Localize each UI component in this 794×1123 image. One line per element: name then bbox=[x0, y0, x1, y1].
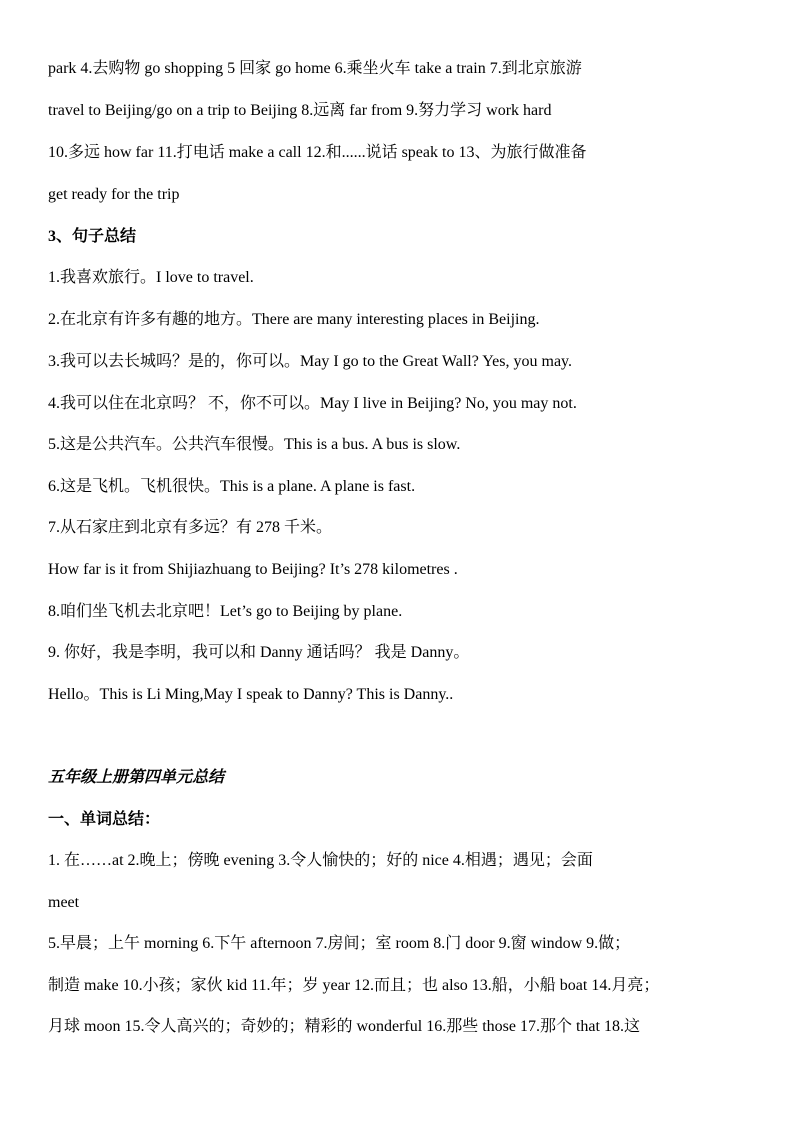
sentence-7-chinese: 7.从石家庄到北京有多远？有 278 千米。 bbox=[48, 519, 333, 536]
sentence-3: 3.我可以去长城吗？是的，你可以。May I go to the Great Wall? Yes, you may. bbox=[48, 353, 573, 370]
sentence-1: 1.我喜欢旅行。I love to travel. bbox=[48, 269, 254, 286]
word-line-4: 制造 make 10.小孩；家伙 kid 11.年；岁 year 12.而且；也 also 13.船，小船 boat 14.月亮； bbox=[48, 977, 660, 994]
word-line-1: 1. 在……at 2.晚上；傍晚 evening 3.令人愉快的；好的 nice 4.相遇；遇见；会面 bbox=[48, 852, 593, 869]
sentence-7-english: How far is it from Shijiazhuang to Beijing? It’s 278 kilometres . bbox=[48, 561, 458, 578]
sentence-6: 6.这是飞机。飞机很快。This is a plane. A plane is fast. bbox=[48, 478, 416, 495]
word-line-5: 月球 moon 15.令人高兴的；奇妙的；精彩的 wonderful 16.那些 those 17.那个 that 18.这 bbox=[48, 1018, 640, 1035]
word-line-3: 5.早晨；上午 morning 6.下午 afternoon 7.房间；室 room 8.门 door 9.窗 window 9.做； bbox=[48, 935, 631, 952]
section-heading-sentences: 3、句子总结 bbox=[48, 228, 137, 245]
sentence-8: 8.咱们坐飞机去北京吧！Let’s go to Beijing by plane. bbox=[48, 603, 403, 620]
sentence-4: 4.我可以住在北京吗？ 不，你不可以。May I live in Beijing? No, you may not. bbox=[48, 395, 577, 412]
sentence-2: 2.在北京有许多有趣的地方。There are many interesting places in Beijing. bbox=[48, 311, 540, 328]
vocab-line-1: park 4.去购物 go shopping 5 回家 go home 6.乘坐火车 take a train 7.到北京旅游 bbox=[48, 60, 582, 77]
section-heading-words: 一、单词总结： bbox=[48, 811, 161, 828]
sentence-9-chinese: 9. 你好，我是李明，我可以和 Danny 通话吗？ 我是 Danny。 bbox=[48, 644, 470, 661]
word-line-2: meet bbox=[48, 894, 80, 911]
sentence-5: 5.这是公共汽车。公共汽车很慢。This is a bus. A bus is slow. bbox=[48, 436, 461, 453]
vocab-line-4: get ready for the trip bbox=[48, 186, 180, 203]
vocab-line-3: 10.多远 how far 11.打电话 make a call 12.和......说话 speak to 13、为旅行做准备 bbox=[48, 144, 587, 161]
vocab-line-2: travel to Beijing/go on a trip to Beijing 8.远离 far from 9.努力学习 work hard bbox=[48, 102, 552, 119]
unit-title: 五年级上册第四单元总结 bbox=[48, 769, 225, 786]
sentence-9-english: Hello。This is Li Ming,May I speak to Danny? This is Danny.. bbox=[48, 686, 454, 703]
